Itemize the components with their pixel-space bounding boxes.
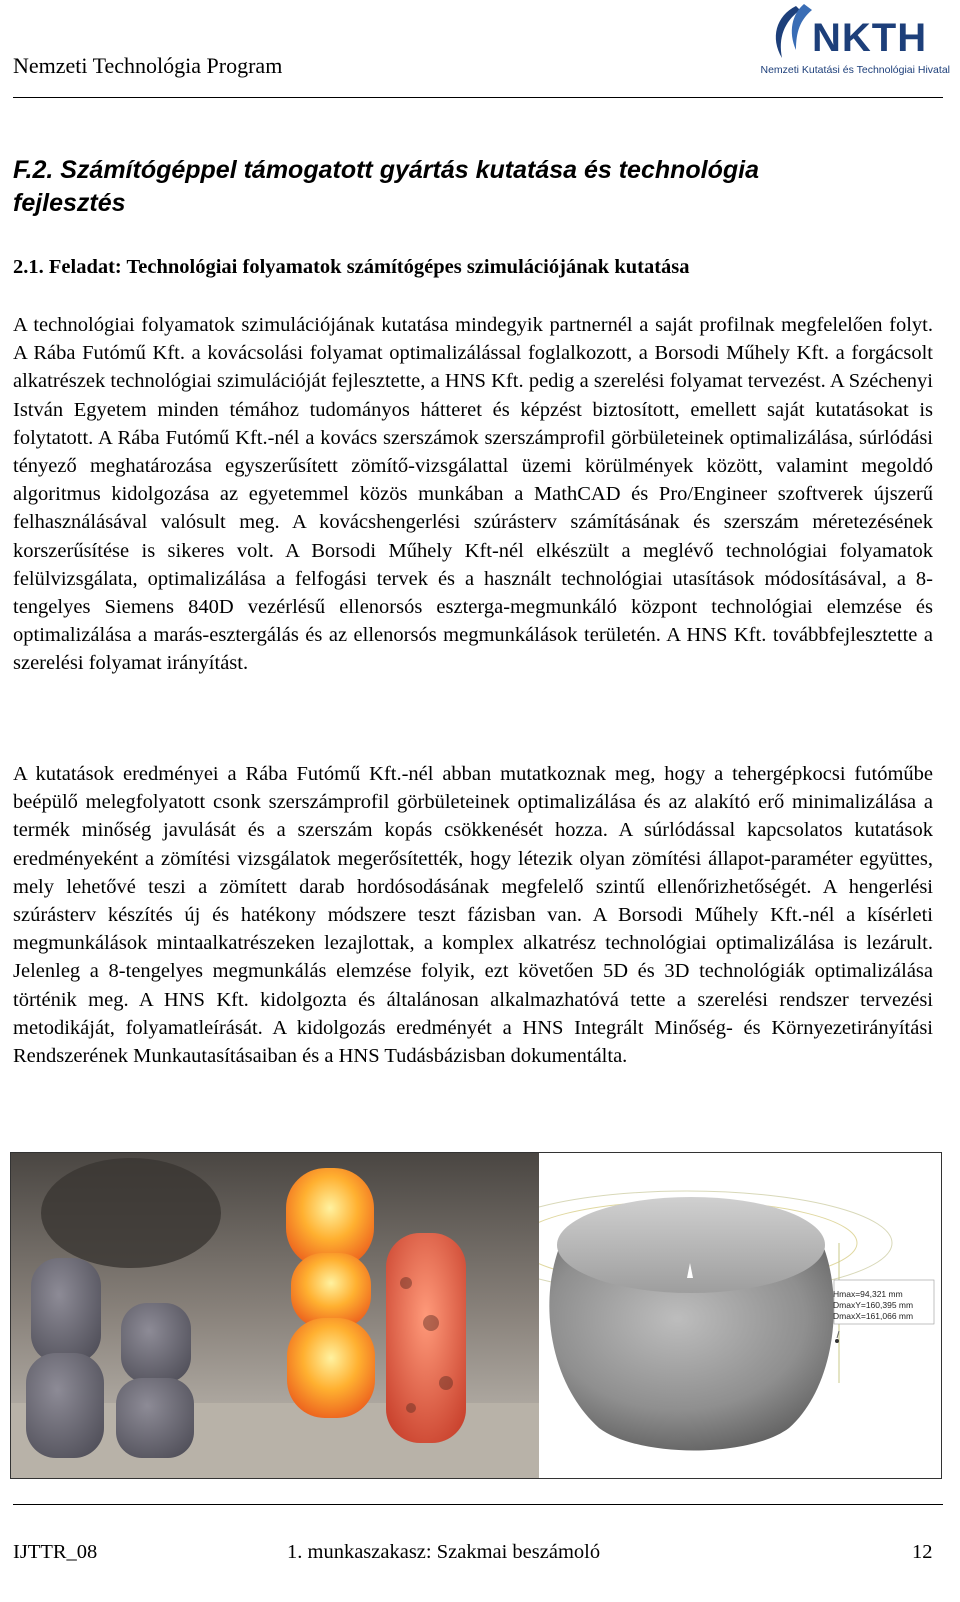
section-heading-line-1: F.2. Számítógéppel támogatott gyártás kutatása és technológia (13, 156, 760, 184)
task-subheading: 2.1. Feladat: Technológiai folyamatok számítógépes szimulációjának kutatása (13, 256, 690, 278)
forged-billets-photo (11, 1153, 539, 1478)
footer-phase-label: 1. munkaszakasz: Szakmai beszámoló (287, 1541, 601, 1563)
measurement-label (833, 1289, 913, 1322)
footer-divider (13, 1504, 943, 1505)
section-heading (13, 154, 913, 220)
logo-subtitle: Nemzeti Kutatási és Technológiai Hivatal (760, 64, 950, 76)
section-heading-line-2: fejlesztés (13, 189, 126, 217)
header-title: Nemzeti Technológia Program (13, 53, 283, 78)
logo-wordmark: NKTH (812, 16, 928, 60)
header-divider (13, 97, 943, 98)
body-paragraph-1: A technológiai folyamatok szimulációjának kutatása mindegyik partnernél a saját profilnak megfelelően folyt. A Rába Futómű Kft. a kovácsolási folyamat optimalizálással foglalkozott, a Borsodi Műhely Kft. a forgácsolt alkatrészek technológiai szimulációját fejlesztette, a HNS Kft. pedig a szerelési folyamat tervezést. A Széchenyi István Egyetem minden témához tudományos hátteret és képzést biztosított, emellett saját kutatásokat is folytatott. A Rába Futómű Kft.-nél a kovács szerszámok szerszámprofil görbületeinek optimalizálása, súrlódási tényező meghatározása egyszerűsített zömítő-vizsgálattal üzemi körülmények között, valamint megoldó algoritmus kidolgozása az egyetemmel közös munkában a MathCAD és Pro/Engineer szoftverek újszerű felhasználásával valósult meg. A kovácshengerlési szúrásterv számításának és szerszám méretezésének korszerűsítése is sikeres volt. A Borsodi Műhely Kft-nél elkészült a meglévő technológiai folyamatok felülvizsgálata, optimalizálása a felfogási tervek és a használt technológiai utasítások módosításával, a 8-tengelyes Siemens 840D vezérlésű ellenorsós eszterga-megmunkáló központ technológiai elemzése és optimalizálása a marás-esztergálás és az ellenorsós megmunkálások területén. A HNS Kft. továbbfejlesztette a szerelési folyamat irányítást. (13, 314, 933, 675)
page-number: 12 (912, 1541, 933, 1563)
body-paragraph-2: A kutatások eredményei a Rába Futómű Kft.-nél abban mutatkoznak meg, hogy a tehergépkocsi futóműbe beépülő melegfolyatott csonk szerszámprofil görbületeinek optimalizálása és az alakító erő minimalizálása a termék minőség javulását és a szerszám kopás csökkenését hozza. A súrlódással kapcsolatos kutatások eredményeként a zömítési vizsgálatok megerősítették, hogy létezik olyan zömítési állapot-paraméter együttes, mely lehetővé teszi a zömített darab hordósodásának megfelelő szintű ellenőrizhetőségét. A hengerlési szúrásterv készítés új és hatékony módszere teszt fázisban van. A Borsodi Műhely Kft.-nél a kísérleti megmunkálások mintaalkatrészeken lezajlottak, a komplex alkatrész technológiai optimalizálása is lezárult. Jelenleg a 8-tengelyes megmunkálás elemzése folyik, ezt követően 5D és 3D technológiák optimalizálása történik meg. A HNS Kft. kidolgozta és általánosan alkalmazhatóvá tette a szerelési rendszer tervezési metodikáját, folyamatleírását. A kidolgozás eredményét a HNS Integrált Minőség- és Környezetirányítási Rendszerének Munkautasításaiban és a HNS Tudásbázisban dokumentálta. (13, 763, 933, 1068)
page-header (0, 0, 960, 100)
measurement-dmaxy: DmaxY=160,395 mm (833, 1300, 914, 1310)
footer-document-code: IJTTR_08 (13, 1541, 98, 1563)
figure-forging-illustration (10, 1152, 942, 1479)
nkth-logo (760, 2, 950, 84)
measurement-hmax: Hmax=94,321 mm (833, 1289, 903, 1299)
measurement-dmaxx: DmaxX=161,066 mm (833, 1311, 914, 1321)
